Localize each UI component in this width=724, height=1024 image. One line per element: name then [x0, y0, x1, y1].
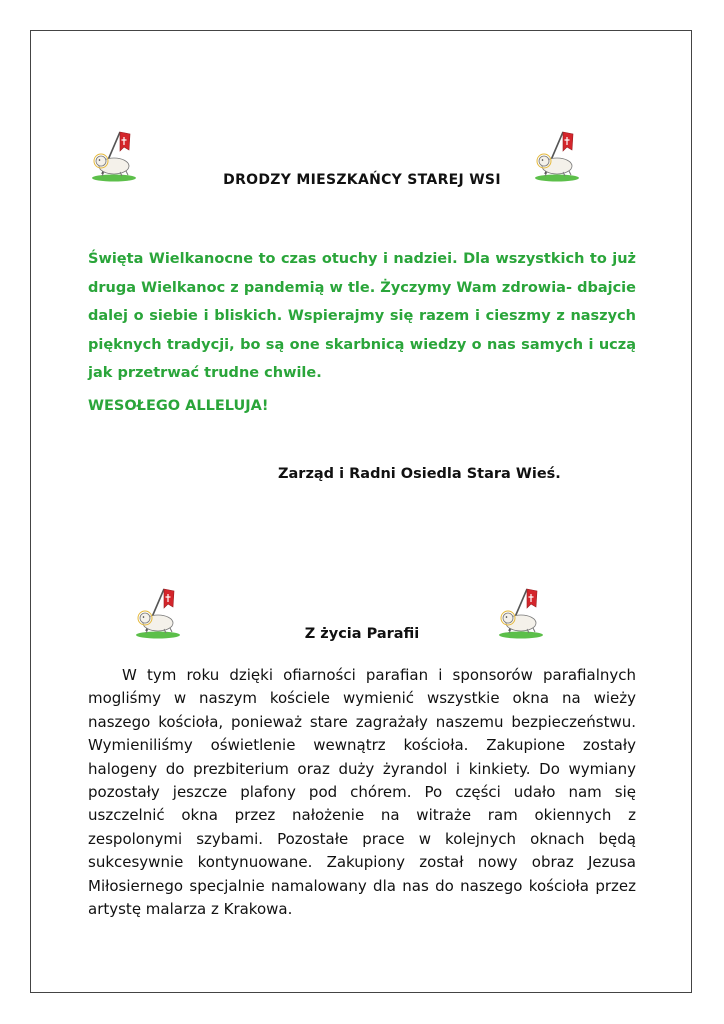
page-title: DRODZY MIESZKAŃCY STAREJ WSI: [223, 172, 501, 188]
easter-wishes: WESOŁEGO ALLELUJA!: [88, 398, 269, 414]
greeting-paragraph: [88, 245, 636, 388]
greeting-text: Święta Wielkanocne to czas otuchy i nadziei. Dla wszystkich to już druga Wielkanoc z pandemią w tle. Życzymy Wam zdrowia- dbajcie dalej o siebie i bliskich. Wspierajmy się razem i cieszmy z naszych pięknych tradycji, bo są one skarbnicą wiedzy o nas samych i uczą jak przetrwać trudne chwile.: [88, 251, 636, 381]
section-title: Z życia Parafii: [304, 626, 420, 642]
signature: Zarząd i Radni Osiedla Stara Wieś.: [278, 466, 561, 482]
parish-text: W tym roku dzięki ofiarności parafian i sponsorów parafialnych mogliśmy w naszym kościele wymienić wszystkie okna na wieży naszego kościoła, ponieważ stare zagrażały naszemu bezpieczeństwu. Wymieniliśmy oświetlenie wewnątrz kościoła. Zakupione zostały halogeny do prezbiterium oraz duży żyrandol i kinkiety. Do wymiany pozostały jeszcze plafony pod chórem. Po części udało nam się uszczelnić okna przez nałożenie na witraże ram okiennych z zespolonymi szybami. Pozostałe prace w kolejnych oknach będą sukcesywnie kontynuowane. Zakupiony został nowy obraz Jezusa Miłosiernego specjalnie namalowany dla nas do naszego kościoła przez artystę malarza z Krakowa.: [88, 666, 636, 919]
parish-paragraph: [88, 664, 636, 921]
